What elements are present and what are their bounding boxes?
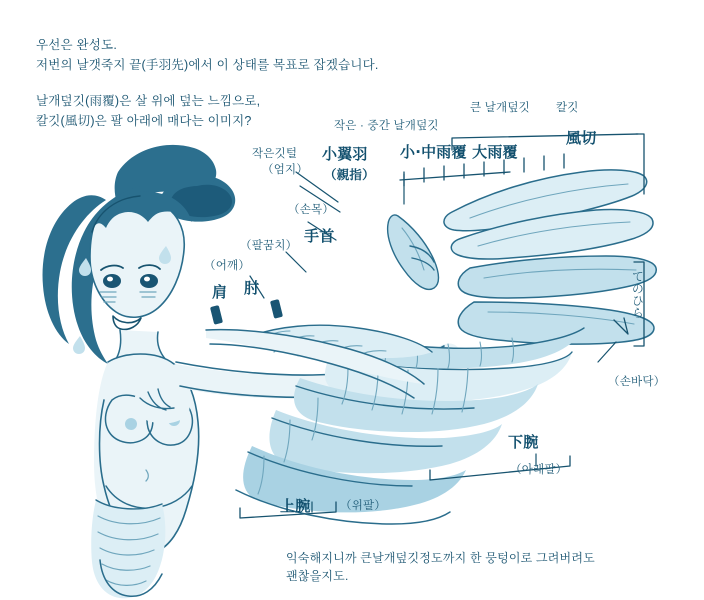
kanji-shukubi: 手首	[304, 227, 335, 245]
label-shoulder: （어깨）	[204, 260, 251, 272]
label-palm-vertical: てのひら	[630, 270, 645, 319]
kanji-hiji: 肘	[244, 279, 260, 297]
note-top-2: 저번의 날갯죽지 끝(手羽先)에서 이 상태를 목표로 잡겠습니다.	[36, 58, 379, 72]
note-top-1: 우선은 완성도.	[36, 38, 117, 52]
label-palm: （손바닥）	[608, 376, 666, 388]
label-flight-feather: 칼깃	[556, 102, 579, 114]
label-elbow: （팔꿈치）	[240, 240, 298, 252]
label-small-covert: 작은깃털	[252, 148, 298, 160]
wing-illustration	[206, 134, 656, 524]
kanji-coverts: 小·中雨覆 大雨覆	[400, 143, 518, 161]
kanji-shouyoku-reading: （親指）	[324, 167, 375, 182]
note-top-3: 날개덮깃(雨覆)은 살 위에 덮는 느낌으로,	[36, 94, 261, 108]
kanji-kata: 肩	[212, 283, 228, 301]
kanji-shouyoku: 小翼羽	[322, 145, 368, 163]
label-wrist: （손목）	[288, 204, 335, 216]
note-bottom-2: 괜찮을지도.	[286, 569, 349, 583]
label-big-coverts: 큰 날개덮깃	[470, 102, 530, 114]
label-upperarm: （위팔）	[340, 500, 387, 512]
label-forearm: （아래팔）	[510, 464, 568, 476]
kanji-jowan: 上腕	[280, 497, 311, 515]
kanji-kawan: 下腕	[508, 433, 539, 451]
label-thumb: （엄지）	[262, 164, 309, 176]
note-bottom-1: 익숙해지니까 큰날개덮깃정도까지 한 뭉텅이로 그려버려도	[286, 551, 595, 565]
note-top-4: 칼깃(風切)은 팔 아래에 매다는 이미지?	[36, 114, 252, 128]
label-mid-coverts: 작은 · 중간 날개덮깃	[334, 120, 439, 132]
kanji-kaze: 風切	[566, 129, 597, 147]
